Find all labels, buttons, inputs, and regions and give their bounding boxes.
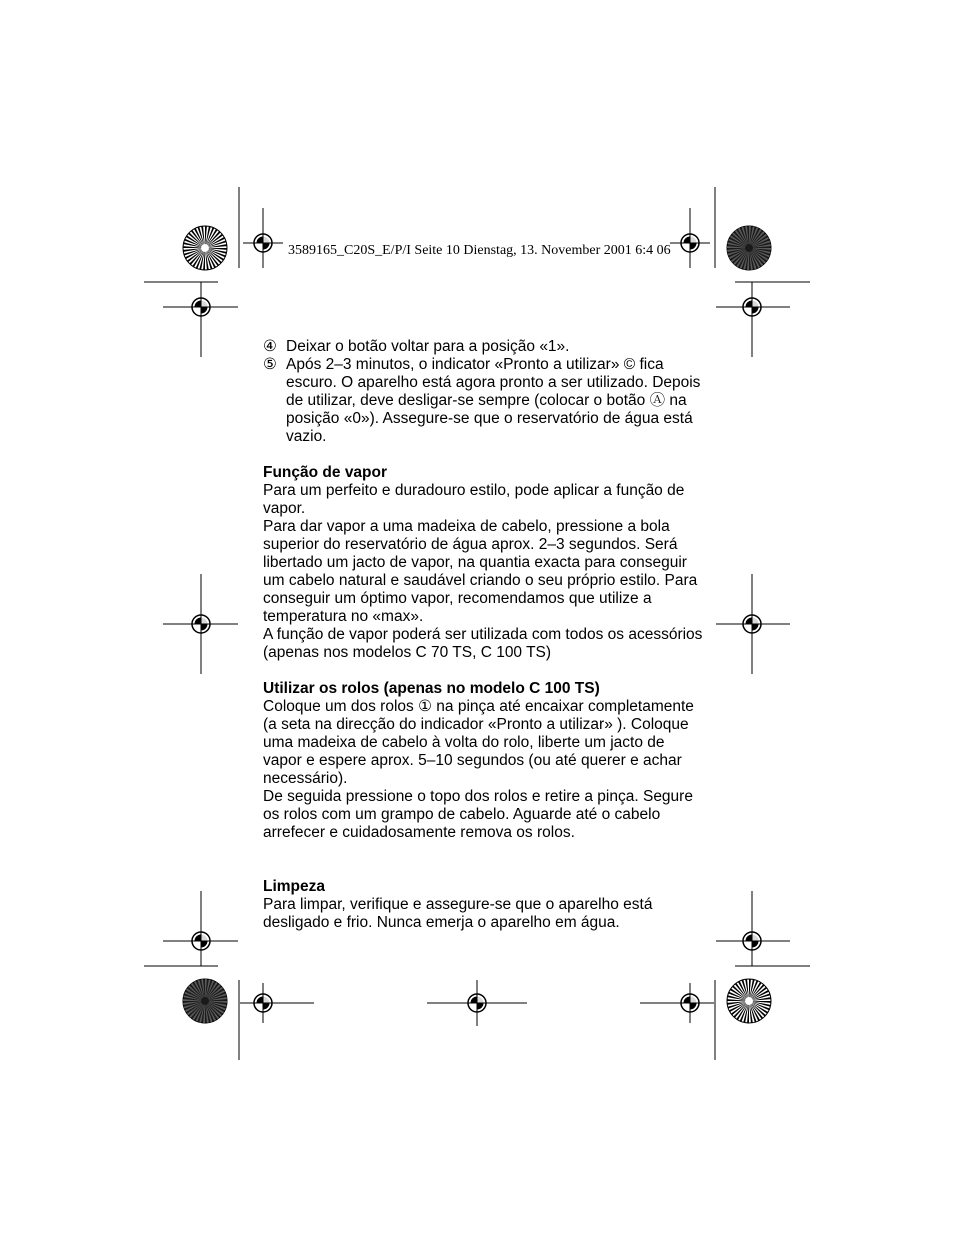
registration-star-bottom-right bbox=[727, 979, 771, 1023]
paragraph: Para um perfeito e duradouro estilo, pode aplicar a função de vapor. bbox=[263, 482, 685, 517]
section-heading-steam: Função de vapor bbox=[263, 464, 388, 481]
paragraph: Para limpar, verifique e assegure-se que o aparelho está desligado e frio. Nunca emerja o aparelho em água. bbox=[263, 896, 653, 931]
step-4 bbox=[263, 338, 703, 356]
step-text: Deixar o botão voltar para a posição «1». bbox=[286, 338, 570, 355]
paragraph: A função de vapor poderá ser utilizada com todos os acessórios (apenas nos modelos C 70 TS, C 100 TS) bbox=[263, 626, 703, 661]
step-number: ④ bbox=[263, 338, 277, 355]
manual-content bbox=[263, 338, 703, 932]
registration-star-top-right bbox=[727, 226, 771, 270]
paragraph: Para dar vapor a uma madeixa de cabelo, pressione a bola superior do reservatório de água aprox. 2–3 segundos. Será libertado um jacto de vapor, na quantia exacta para conseguir um cabelo natural e saudável criando o seu próprio estilo. Para conseguir um óptimo vapor, recomendamos que utilize a temperatura no «max». bbox=[263, 518, 698, 625]
step-text: Após 2–3 minutos, o indicator «Pronto a utilizar» © fica escuro. O aparelho está agora pronto a ser utilizado. Depois de utilizar, deve desligar-se sempre (colocar o botão Ⓐ na posição «0»). Assegure-se que o reservatório de água está vazio. bbox=[286, 356, 701, 445]
section-heading-rollers: Utilizar os rolos (apenas no modelo C 100 TS) bbox=[263, 680, 600, 697]
print-slug: 3589165_C20S_E/P/I Seite 10 Dienstag, 13. November 2001 6:4 06 bbox=[288, 243, 671, 258]
registration-star-bottom-left bbox=[183, 979, 227, 1023]
step-5 bbox=[263, 356, 703, 446]
paragraph: De seguida pressione o topo dos rolos e retire a pinça. Segure os rolos com um grampo de cabelo. Aguarde até o cabelo arrefecer e cuidadosamente remova os rolos. bbox=[263, 788, 693, 841]
paragraph: Coloque um dos rolos ① na pinça até encaixar completamente (a seta na direcção do indicador «Pronto a utilizar» ). Coloque uma madeixa de cabelo à volta do rolo, liberte um jacto de vapor e espere aprox. 5–10 segundos (ou até querer e achar necessário). bbox=[263, 698, 694, 787]
registration-star-top-left bbox=[183, 226, 227, 270]
step-number: ⑤ bbox=[263, 356, 277, 373]
section-heading-cleaning: Limpeza bbox=[263, 878, 326, 895]
